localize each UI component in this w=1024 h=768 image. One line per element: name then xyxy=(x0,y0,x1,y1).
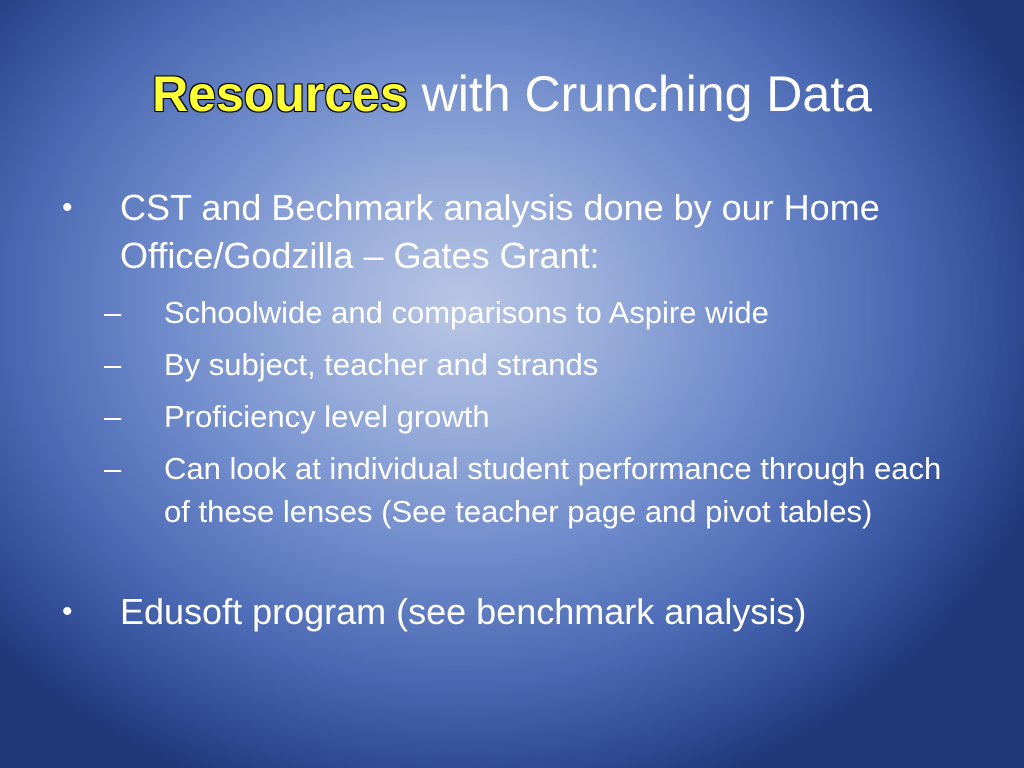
sub-bullet-item xyxy=(104,447,944,533)
bullet-text: CST and Bechmark analysis done by our Home Office/Godzilla – Gates Grant: xyxy=(120,187,880,276)
slide-title xyxy=(0,62,1024,126)
sub-bullet-item xyxy=(104,291,944,334)
sub-bullet-marker: – xyxy=(104,399,122,434)
title-rest: with Crunching Data xyxy=(407,66,872,122)
sub-bullet-marker: – xyxy=(104,451,122,486)
bullet-marker: • xyxy=(62,191,73,224)
sub-bullet-item xyxy=(104,343,944,386)
sub-bullet-text: By subject, teacher and strands xyxy=(164,347,599,382)
sub-bullet-text: Schoolwide and comparisons to Aspire wide xyxy=(164,295,769,330)
sub-bullet-marker: – xyxy=(104,295,122,330)
bullet-item xyxy=(62,184,920,280)
sub-bullet-text: Can look at individual student performance through each of these lenses (See teacher page and pivot tables) xyxy=(164,451,942,529)
bullet-marker: • xyxy=(62,595,73,628)
bullet-text: Edusoft program (see benchmark analysis) xyxy=(120,591,807,632)
bullet-item xyxy=(62,588,920,636)
sub-bullet-item xyxy=(104,395,944,438)
sub-bullet-text: Proficiency level growth xyxy=(164,399,490,434)
title-highlight: Resources xyxy=(152,66,408,122)
sub-bullet-marker: – xyxy=(104,347,122,382)
